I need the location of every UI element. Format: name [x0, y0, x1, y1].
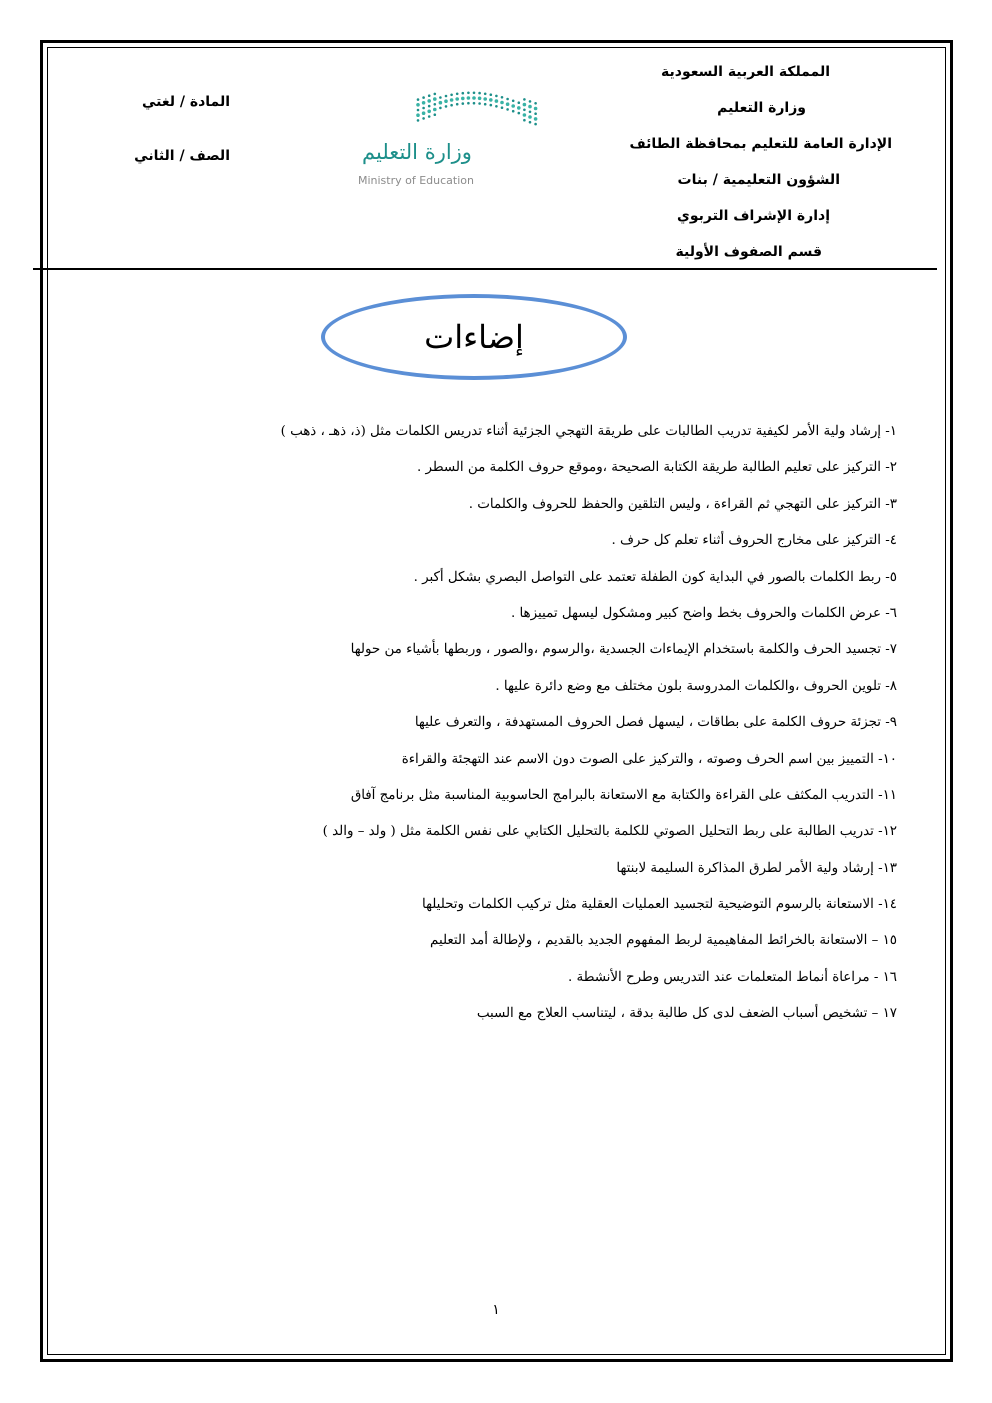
list-item: ٥- ربط الكلمات بالصور في البداية كون الطفلة تعتمد على التواصل البصري بشكل أكبر . — [413, 569, 897, 585]
list-item: ٦- عرض الكلمات والحروف بخط واضح كبير ومشكول ليسهل تمييزها . — [510, 605, 897, 621]
page-title: إضاءات — [424, 318, 524, 356]
list-item: ٧- تجسيد الحرف والكلمة باستخدام الإيماءات الجسدية ،والرسوم ،والصور ، وربطها بأشياء من حولها — [350, 642, 897, 658]
list-item: ٤- التركيز على مخارج الحروف أثناء تعلم كل حرف . — [611, 533, 897, 549]
header-line-supervision: إدارة الإشراف التربوي — [677, 208, 830, 224]
list-item: ١٢- تدريب الطالبة على ربط التحليل الصوتي للكلمة بالتحليل الكتابي على نفس الكلمة مثل ( ولد – والد ) — [322, 824, 897, 840]
list-item: ١١- التدريب المكثف على القراءة والكتابة مع الاستعانة بالبرامج الحاسوبية المناسبة مثل برنامج آفاق — [350, 787, 897, 803]
header-subject-info — [100, 86, 230, 194]
logo-english-text: Ministry of Education — [357, 174, 474, 187]
header-ministry-info — [572, 54, 892, 270]
ministry-logo — [350, 84, 540, 194]
header-divider — [33, 268, 937, 270]
logo-arabic-text: وزارة التعليم — [362, 140, 472, 164]
list-item: ١٧ – تشخيص أسباب الضعف لدى كل طالبة بدقة ، ليتناسب العلاج مع السبب — [476, 1006, 897, 1022]
header-line-department: قسم الصفوف الأولية — [675, 244, 822, 260]
header-line-directorate: الإدارة العامة للتعليم بمحافظة الطائف — [629, 136, 892, 152]
subject-label: المادة / لغتي — [141, 94, 230, 110]
list-item: ٣- التركيز على التهجي ثم القراءة ، وليس التلقين والحفظ للحروف والكلمات . — [468, 496, 897, 512]
list-item: ٢- التركيز على تعليم الطالبة طريقة الكتابة الصحيحة ،وموقع حروف الكلمة من السطر . — [417, 460, 897, 476]
page-number: ١ — [492, 1302, 500, 1318]
header-line-kingdom: المملكة العربية السعودية — [661, 64, 830, 80]
list-item: ١٣- إرشاد ولية الأمر لطرق المذاكرة السليمة لابنتها — [616, 860, 897, 876]
title-oval — [321, 294, 627, 380]
list-item: ٩- تجزئة حروف الكلمة على بطاقات ، ليسهل فصل الحروف المستهدفة ، والتعرف عليها — [414, 715, 897, 731]
tips-list — [97, 414, 897, 1033]
list-item: ١٦ - مراعاة أنماط المتعلمات عند التدريس وطرح الأنشطة . — [568, 969, 897, 985]
list-item: ١٥ – الاستعانة بالخرائط المفاهيمية لربط المفهوم الجديد بالقديم ، ولإطالة أمد التعليم — [430, 933, 897, 949]
list-item: ١٤- الاستعانة بالرسوم التوضيحية لتجسيد العمليات العقلية مثل تركيب الكلمات وتحليلها — [422, 897, 897, 913]
header-line-ministry: وزارة التعليم — [717, 100, 806, 116]
list-item: ٨- تلوين الحروف ،والكلمات المدروسة بلون مختلف مع وضع دائرة عليها . — [495, 678, 897, 694]
grade-label: الصف / الثاني — [134, 148, 230, 164]
list-item: ١٠- التمييز بين اسم الحرف وصوته ، والتركيز على الصوت دون الاسم عند التهجئة والقراءة — [401, 751, 897, 767]
header-line-affairs: الشؤون التعليمية / بنات — [677, 172, 840, 188]
logo-dots-icon — [350, 84, 540, 140]
list-item: ١- إرشاد ولية الأمر لكيفية تدريب الطالبات على طريقة التهجي الجزئية أثناء تدريس الكلمات مثل (ذ، ذهـ ، ذهب ) — [280, 424, 897, 439]
